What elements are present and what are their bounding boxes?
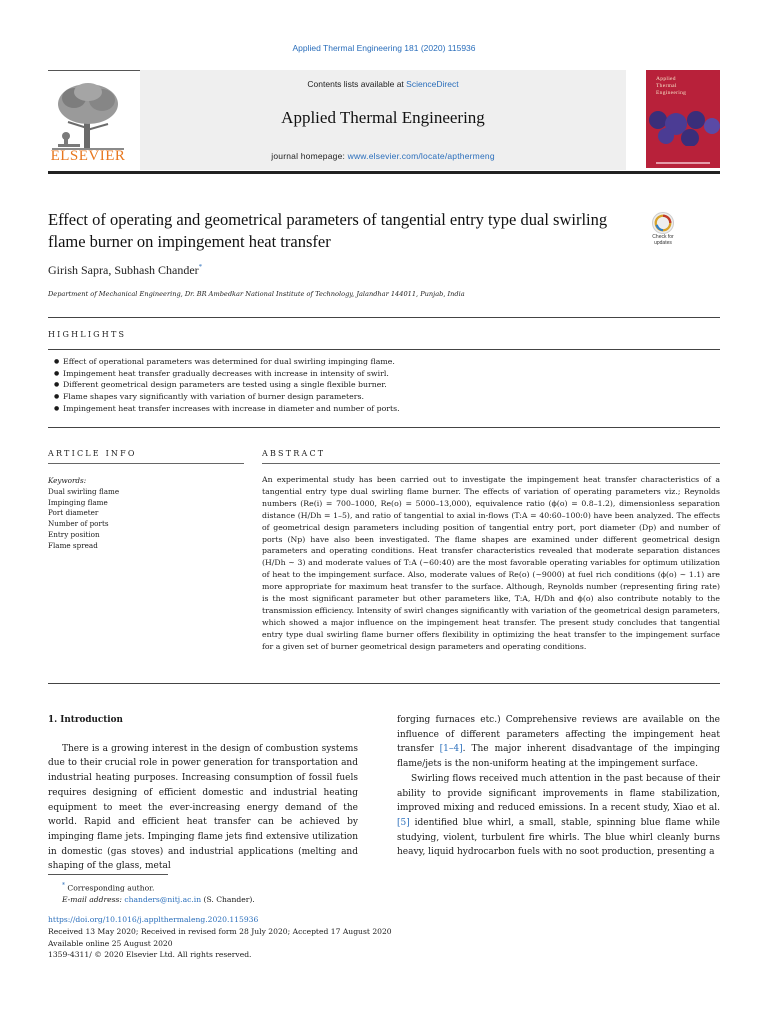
check-updates-icon	[652, 212, 674, 234]
highlights-list	[54, 356, 714, 415]
contents-available-line	[140, 79, 626, 89]
cover-line: Engineering	[656, 90, 687, 96]
reference-link[interactable]: [5]	[397, 817, 410, 828]
cover-pattern-graphic	[646, 106, 720, 146]
homepage-prefix: journal homepage:	[271, 151, 348, 161]
highlight-item: ● Flame shapes vary significantly with variation of burner design parameters.	[54, 391, 714, 403]
journal-homepage-link[interactable]: www.elsevier.com/locate/apthermeng	[347, 151, 495, 161]
footnote-mark: *	[62, 882, 65, 889]
journal-title: Applied Thermal Engineering	[281, 108, 485, 127]
author-email-link[interactable]: chanders@nitj.ac.in	[124, 895, 202, 905]
intro-paragraph: There is a growing interest in the design of combustion systems due to their crucial role in power generation for transportation and industrial heating purposes. Increasing consumption of fossil fuels requires designing of efficient domestic and industrial heating equipment to meet the ever-increasing energy demand of the world. Rapid and efficient heat transfer can be achieved by impinging flame jets. Impinging flame jets find extensive utilization in domestic (gas stoves) and industrial applications (melting and shaping of the glass, metal	[48, 743, 358, 872]
cover-line: Applied	[656, 76, 676, 82]
highlight-item: ● Impingement heat transfer increases with increase in diameter and number of ports.	[54, 403, 714, 415]
masthead-bottom-rule	[48, 171, 720, 174]
intro-text: Swirling flows received much attention in the past because of their ability to provide significant improvements in flame stabilization, improved mixing and reduced emissions. In a recent study, Xiao et al.	[397, 773, 720, 814]
reference-link[interactable]: [1–4]	[439, 744, 463, 755]
journal-citation[interactable]: Applied Thermal Engineering 181 (2020) 115936	[292, 43, 476, 53]
abstract-body: An experimental study has been carried out to investigate the impingement heat transfer characteristics of a tangential entry type dual swirling flame burner. The effects of variation of operating parameters viz.; Reynolds numbers (Re(i) = 700–1000, Re(o) = 5000–13,000), equivalence ratio (ϕ(o) = 0.8–1.2), dimensionless separation distance (H/Dh = 1–5), and ratio of tangential to axial in-flows (T:A = 40:60–100:0) have been analyzed. The effects of geometrical design parameters including position of tangential entry port, port diameter (Dp) and number of ports (Np) have also been investigated. The flame shapes are examined under different geometrical design parameters and operating conditions. Heat transfer characteristics revealed that moderate separation distances (H/Dh ~ 3) and moderate values of T:A (~60:40) are the most favorable operating variables for optimum utilization of heat to the impingement surface. Also, moderate values of Re(o) (~9000) at fuel rich conditions (ϕ(o) ~ 1.1) are more appropriate for maximum heat transfer to the surface. Although, Reynolds number (representing firing rate) is the most significant parameter but other parameters like, T:A, H/Dh and ϕ(o) also contribute notably to the transmission efficiency. Intensity of swirl changes significantly with variation of the geometrical design parameters, which showed a major influence on the impingement heat transfer. The present study concludes that tangential entry type dual swirling flame burner offers flexibility in optimizing the heat transfer to the impingement surface for a given set of burner geometrical design parameters and operating conditions.	[262, 475, 720, 651]
journal-homepage-line	[140, 151, 626, 161]
keywords-block	[48, 476, 244, 552]
corresponding-author-mark[interactable]: *	[198, 263, 203, 271]
keyword-item: Flame spread	[48, 540, 98, 550]
keyword-item: Entry position	[48, 529, 100, 539]
introduction-heading: 1. Introduction	[48, 715, 123, 725]
highlight-item: ● Effect of operational parameters was determined for dual swirling impinging flame.	[54, 356, 714, 368]
abstract-heading: ABSTRACT	[262, 449, 326, 458]
journal-masthead	[48, 70, 720, 172]
masthead-center-panel	[140, 70, 626, 170]
email-suffix: (S. Chander).	[201, 895, 255, 905]
available-online-date: Available online 25 August 2020	[48, 938, 173, 948]
intro-right-column	[397, 713, 720, 860]
elsevier-wordmark: ELSEVIER	[50, 148, 126, 164]
intro-text: identified blue whirl, a small, stable, spinning blue flame while studying, violent, turbulent fire whirls. The blue whirl cleanly burns heavy, liquid hydrocarbon fuels with no soot production, presenting a	[397, 817, 720, 858]
intro-text: forging furnaces etc.) Comprehensive reviews are available on the influence of different parameters affecting the impingement heat transfer	[397, 715, 720, 755]
footnote-rule	[48, 874, 168, 875]
email-note	[48, 894, 448, 906]
sciencedirect-link[interactable]: ScienceDirect	[406, 79, 459, 89]
check-for-updates-button[interactable]	[646, 212, 680, 252]
author-list	[48, 263, 202, 278]
keyword-item: Impinging flame	[48, 497, 108, 507]
highlights-heading: HIGHLIGHTS	[48, 330, 127, 339]
cover-title	[656, 76, 686, 97]
intro-left-column	[48, 713, 358, 874]
highlights-top-rule	[48, 317, 720, 318]
highlight-item: ● Different geometrical design parameters are tested using a single flexible burner.	[54, 379, 714, 391]
intro-paragraph-continued	[397, 713, 720, 772]
abstract-rule	[262, 463, 720, 464]
footnotes-block	[48, 880, 448, 906]
keyword-item: Port diameter	[48, 508, 99, 518]
intro-paragraph	[397, 772, 720, 860]
highlight-item: ● Impingement heat transfer gradually decreases with increase in intensity of swirl.	[54, 368, 714, 380]
highlights-divider	[48, 349, 720, 350]
abstract-bottom-rule	[48, 683, 720, 684]
article-info-rule	[48, 463, 244, 464]
cover-line: Thermal	[656, 83, 677, 89]
intro-text: . The major inherent disadvantage of the impinging flame/jets is the non-uniform heating at the impingement surface.	[397, 744, 721, 770]
article-title: Effect of operating and geometrical parameters of tangential entry type dual swirling flame burner on impingement heat transfer	[48, 210, 608, 251]
author-names: Girish Sapra, Subhash Chander	[48, 263, 199, 277]
keyword-item: Number of ports	[48, 519, 109, 529]
publication-info	[48, 914, 548, 961]
keyword-item: Dual swirling flame	[48, 486, 120, 496]
highlights-bottom-rule	[48, 427, 720, 428]
check-updates-label: Check for updates	[652, 234, 674, 246]
corresponding-author-note	[48, 880, 448, 894]
corresponding-author-text: Corresponding author.	[67, 883, 155, 893]
journal-cover-thumbnail[interactable]	[646, 70, 720, 168]
cover-footer-strip	[656, 162, 710, 164]
contents-prefix: Contents lists available at	[307, 79, 407, 89]
author-affiliation: Department of Mechanical Engineering, Dr. BR Ambedkar National Institute of Technology, Jalandhar 144011, Punjab, India	[48, 290, 465, 298]
received-dates: Received 13 May 2020; Received in revised form 28 July 2020; Accepted 17 August 2020	[48, 926, 392, 936]
email-label: E-mail address:	[62, 895, 125, 905]
copyright-line: 1359-4311/ © 2020 Elsevier Ltd. All rights reserved.	[48, 950, 252, 960]
keywords-label: Keywords:	[48, 476, 87, 485]
article-info-heading: ARTICLE INFO	[48, 449, 137, 458]
doi-link[interactable]: https://doi.org/10.1016/j.applthermaleng.2020.115936	[48, 915, 259, 924]
